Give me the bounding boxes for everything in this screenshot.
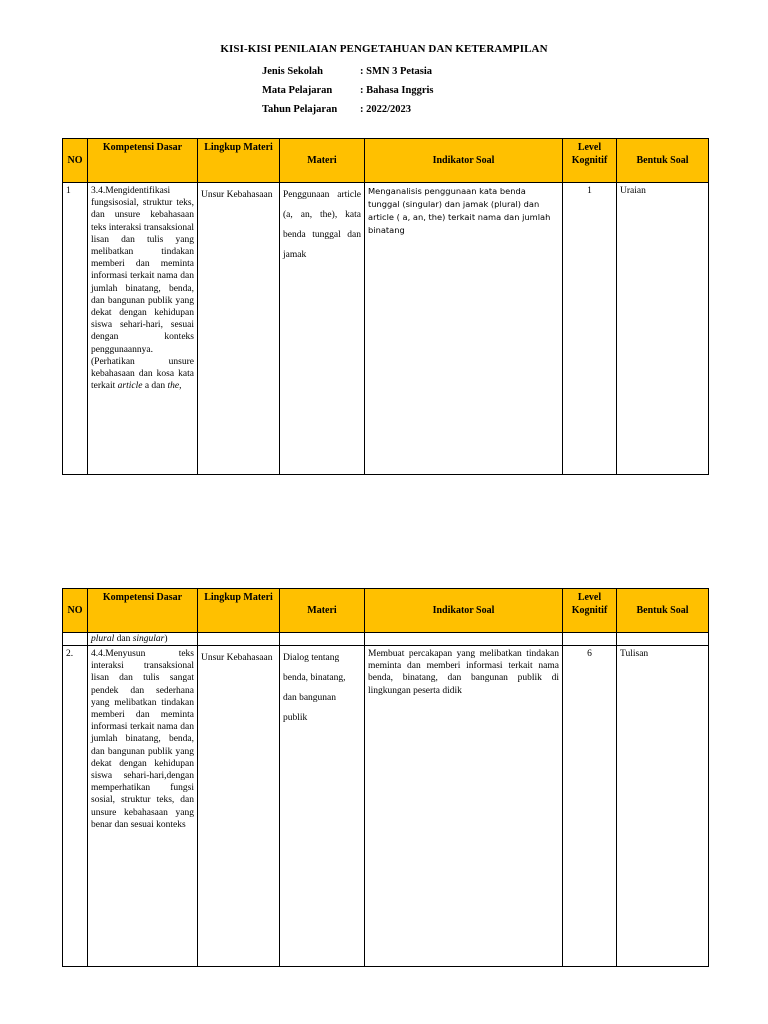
kd-text: 3.4.Mengidentifikasi fungsisosial, struktur teks, dan unsure kebahasaan teks interaksi transaksional lisan dan tulis yang melibatkan tindakan memberi dan meminta informasi terkait nama dan jumlah binatang, benda, dan bangunan publik yang dekat dengan kehidupan siswa sehari-hari, sesuai dengan konteks penggunaannya. (Perhatikan unsure kebahasaan dan kosa kata terkait	[91, 186, 194, 392]
cell-lingkup-materi: Unsur Kebahasaan	[198, 183, 280, 475]
info-value: : 2022/2023	[360, 104, 412, 115]
header-no: NO	[63, 139, 88, 183]
header-materi: Materi	[280, 589, 365, 633]
info-value: : Bahasa Inggris	[360, 85, 434, 96]
cell-kompetensi-dasar: 4.4.Menyusun teks interaksi transaksional lisan dan tulis sangat pendek dan sederhana yang melibatkan tindakan memberi dan meminta informasi terkait nama dan jumlah binatang, benda, dan bangunan publik yang dekat dengan kehidupan siswa sehari-hari,dengan memperhatikan fungsi sosial, struktur teks, dan unsure kebahasaan yang benar dan sesuai konteks	[88, 646, 198, 967]
cell-no	[63, 633, 88, 646]
cell-materi: Penggunaan article (a, an, the), kata benda tunggal dan jamak	[280, 183, 365, 475]
cell-bentuk-soal: Tulisan	[617, 646, 709, 967]
cell-lingkup-materi	[198, 633, 280, 646]
table-row-continuation	[63, 633, 709, 646]
kd-italic-the: the,	[167, 381, 182, 392]
header-level-kognitif: Level Kognitif	[563, 139, 617, 183]
cell-kompetensi-dasar	[88, 633, 198, 646]
info-value: : SMN 3 Petasia	[360, 66, 433, 77]
cell-materi: Dialog tentang benda, binatang, dan bangunan publik	[280, 646, 365, 967]
info-label: Tahun Pelajaran	[262, 104, 338, 115]
grid-table-1	[62, 138, 709, 475]
kd-text-end: )	[164, 634, 168, 644]
header-bentuk-soal: Bentuk Soal	[617, 589, 709, 633]
header-indikator-soal: Indikator Soal	[365, 139, 563, 183]
header-level-kognitif: Level Kognitif	[563, 589, 617, 633]
info-label: Mata Pelajaran	[262, 85, 333, 96]
kd-italic-article: article	[117, 381, 143, 392]
cell-indikator-soal: Membuat percakapan yang melibatkan tindakan meminta dan memberi informasi terkait nama benda, binatang, dan bangunan publik di lingkungan peserta didik	[365, 646, 563, 967]
header-bentuk-soal: Bentuk Soal	[617, 139, 709, 183]
table-row	[63, 183, 709, 475]
header-kompetensi-dasar: Kompetensi Dasar	[88, 589, 198, 633]
header-lingkup-materi: Lingkup Materi	[198, 139, 280, 183]
header-materi: Materi	[280, 139, 365, 183]
cell-bentuk-soal: Uraian	[617, 183, 709, 475]
cell-level-kognitif	[563, 633, 617, 646]
cell-kompetensi-dasar	[88, 183, 198, 475]
cell-level-kognitif: 6	[563, 646, 617, 967]
cell-indikator-soal: Menganalisis penggunaan kata benda tunggal (singular) dan jamak (plural) dan article ( a, an, the) terkait nama dan jumlah binatang	[365, 183, 563, 475]
grid-table-2	[62, 588, 709, 967]
kd-text-tail: a dan	[142, 381, 168, 392]
table-row	[63, 646, 709, 967]
header-kompetensi-dasar: Kompetensi Dasar	[88, 139, 198, 183]
kd-italic-singular: singular	[132, 634, 165, 644]
cell-no: 1	[63, 183, 88, 475]
cell-no: 2.	[63, 646, 88, 967]
header-no: NO	[63, 589, 88, 633]
info-label: Jenis Sekolah	[262, 66, 323, 77]
kd-text: dan	[114, 634, 133, 644]
header-lingkup-materi: Lingkup Materi	[198, 589, 280, 633]
document-title: KISI-KISI PENILAIAN PENGETAHUAN DAN KETERAMPILAN	[220, 43, 548, 55]
header-indikator-soal: Indikator Soal	[365, 589, 563, 633]
cell-bentuk-soal	[617, 633, 709, 646]
kd-italic-plural: plural	[91, 634, 115, 644]
cell-materi	[280, 633, 365, 646]
cell-lingkup-materi: Unsur Kebahasaan	[198, 646, 280, 967]
cell-indikator-soal	[365, 633, 563, 646]
table-header-row	[63, 589, 709, 633]
table-header-row	[63, 139, 709, 183]
cell-level-kognitif: 1	[563, 183, 617, 475]
